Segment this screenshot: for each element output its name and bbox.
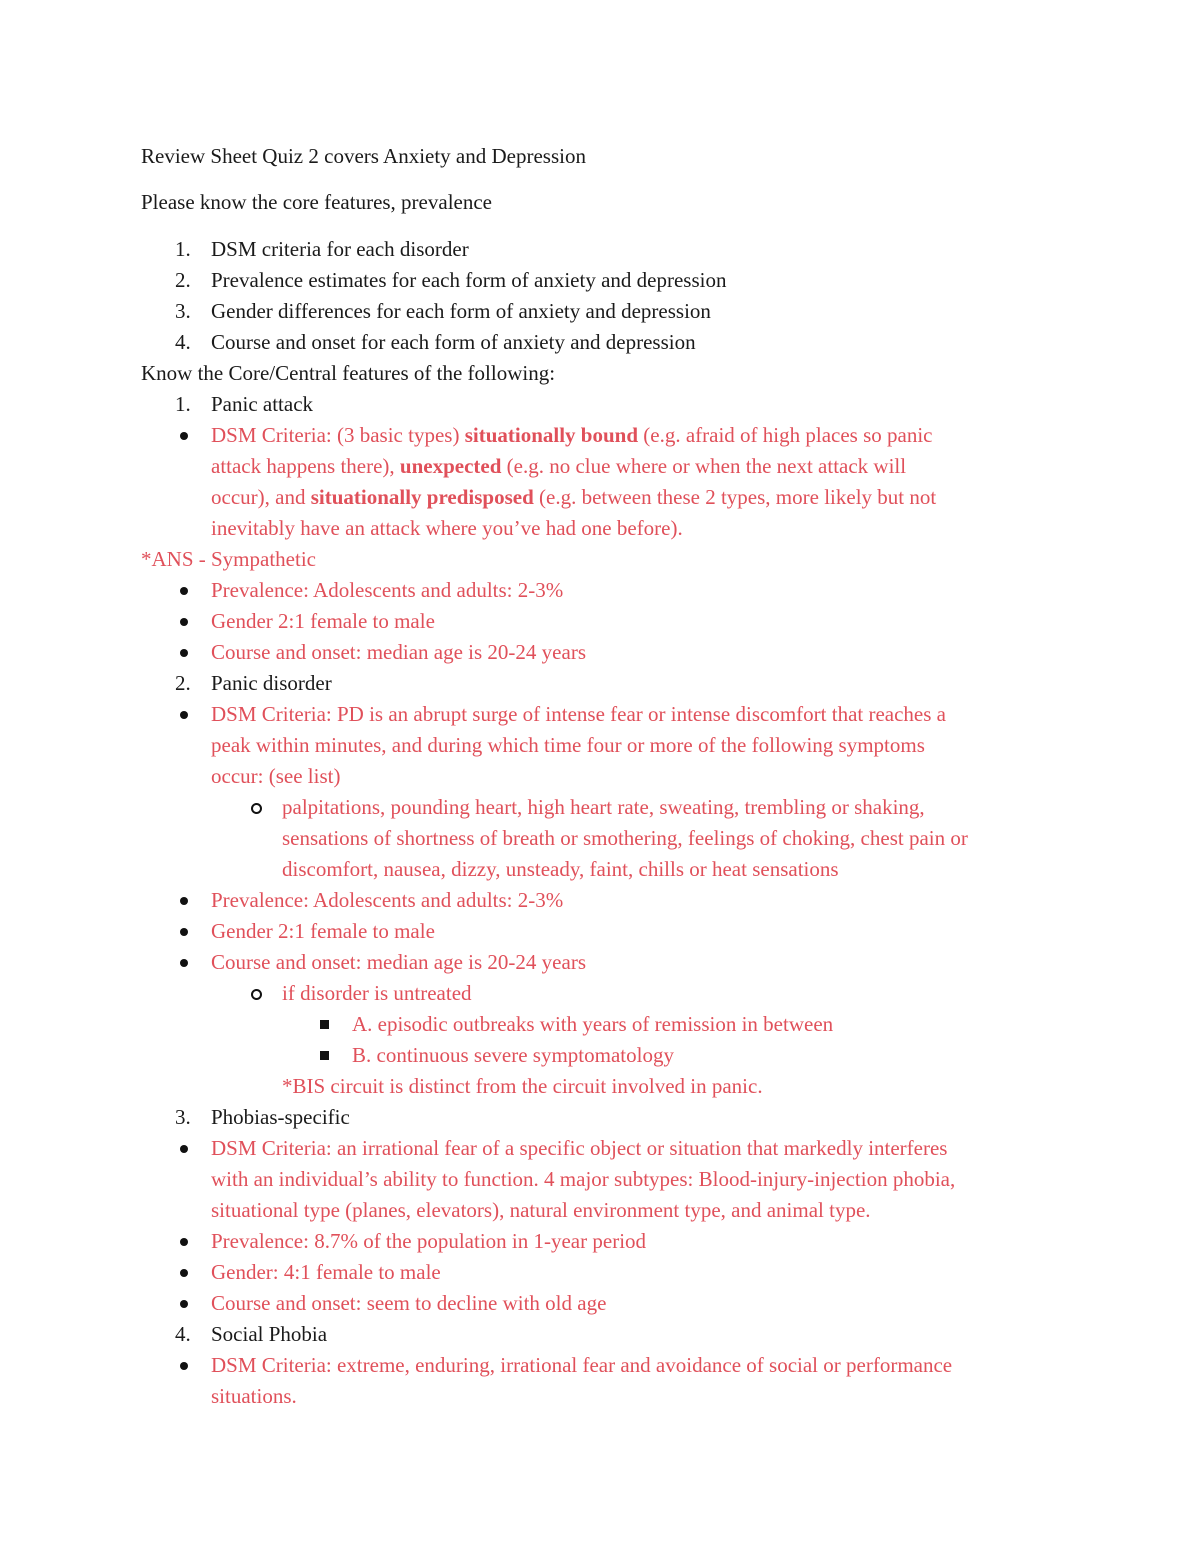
ans-note: *ANS - Sympathetic bbox=[141, 547, 316, 571]
gender-line: Gender 2:1 female to male bbox=[211, 919, 435, 943]
section-number: 4. bbox=[175, 1322, 191, 1346]
bullet-disc-icon bbox=[180, 1145, 188, 1153]
gender-line: Gender: 4:1 female to male bbox=[211, 1260, 441, 1284]
list-item: Course and onset for each form of anxiety and depression bbox=[211, 330, 696, 354]
symptoms-line: discomfort, nausea, dizzy, unsteady, faint, chills or heat sensations bbox=[282, 857, 839, 881]
bullet-disc-icon bbox=[180, 587, 188, 595]
dsm-criteria-line: situational type (planes, elevators), natural environment type, and animal type. bbox=[211, 1198, 871, 1222]
section-title-phobias-specific: Phobias-specific bbox=[211, 1105, 350, 1129]
dsm-criteria-line: DSM Criteria: an irrational fear of a specific object or situation that markedly interferes bbox=[211, 1136, 948, 1160]
list-item: Gender differences for each form of anxiety and depression bbox=[211, 299, 711, 323]
bullet-square-icon bbox=[320, 1051, 329, 1060]
course-line: Course and onset: median age is 20-24 years bbox=[211, 950, 586, 974]
section-number: 2. bbox=[175, 671, 191, 695]
option-b-line: B. continuous severe symptomatology bbox=[352, 1043, 674, 1067]
dsm-criteria-line: inevitably have an attack where you’ve had one before). bbox=[211, 516, 683, 540]
bullet-disc-icon bbox=[180, 1362, 188, 1370]
bullet-circle-icon bbox=[251, 803, 262, 814]
intro-line: Please know the core features, prevalence bbox=[141, 190, 492, 214]
dsm-criteria-line: attack happens there), unexpected (e.g. no clue where or when the next attack will bbox=[211, 454, 907, 478]
list-number: 1. bbox=[175, 237, 191, 261]
bullet-disc-icon bbox=[180, 959, 188, 967]
bullet-disc-icon bbox=[180, 711, 188, 719]
prevalence-line: Prevalence: Adolescents and adults: 2-3% bbox=[211, 578, 564, 602]
section-number: 3. bbox=[175, 1105, 191, 1129]
bullet-disc-icon bbox=[180, 1269, 188, 1277]
bullet-square-icon bbox=[320, 1020, 329, 1029]
bullet-disc-icon bbox=[180, 928, 188, 936]
symptoms-line: sensations of shortness of breath or smothering, feelings of choking, chest pain or bbox=[282, 826, 968, 850]
dsm-criteria-line: DSM Criteria: (3 basic types) situationally bound (e.g. afraid of high places so panic bbox=[211, 423, 933, 447]
untreated-line: if disorder is untreated bbox=[282, 981, 472, 1005]
section-number: 1. bbox=[175, 392, 191, 416]
dsm-criteria-line: peak within minutes, and during which time four or more of the following symptoms bbox=[211, 733, 925, 757]
term-situationally-predisposed: situationally predisposed bbox=[310, 485, 534, 509]
section-title-panic-attack: Panic attack bbox=[211, 392, 314, 416]
bullet-disc-icon bbox=[180, 649, 188, 657]
dsm-criteria-line: situations. bbox=[211, 1384, 297, 1408]
symptoms-line: palpitations, pounding heart, high heart rate, sweating, trembling or shaking, bbox=[282, 795, 925, 819]
section-title-panic-disorder: Panic disorder bbox=[211, 671, 332, 695]
list-number: 2. bbox=[175, 268, 191, 292]
document-title: Review Sheet Quiz 2 covers Anxiety and Depression bbox=[141, 144, 586, 168]
prevalence-line: Prevalence: Adolescents and adults: 2-3% bbox=[211, 888, 564, 912]
prevalence-line: Prevalence: 8.7% of the population in 1-year period bbox=[211, 1229, 647, 1253]
gender-line: Gender 2:1 female to male bbox=[211, 609, 435, 633]
dsm-criteria-line: occur), and situationally predisposed (e.g. between these 2 types, more likely but not bbox=[211, 485, 937, 509]
term-situationally-bound: situationally bound bbox=[464, 423, 639, 447]
section-title-social-phobia: Social Phobia bbox=[211, 1322, 328, 1346]
bullet-disc-icon bbox=[180, 432, 188, 440]
course-line: Course and onset: seem to decline with old age bbox=[211, 1291, 607, 1315]
bullet-disc-icon bbox=[180, 618, 188, 626]
bullet-disc-icon bbox=[180, 897, 188, 905]
bullet-disc-icon bbox=[180, 1238, 188, 1246]
list-item: DSM criteria for each disorder bbox=[211, 237, 469, 261]
option-a-line: A. episodic outbreaks with years of remission in between bbox=[352, 1012, 834, 1036]
term-unexpected: unexpected bbox=[399, 454, 502, 478]
know-core-heading: Know the Core/Central features of the following: bbox=[141, 361, 556, 385]
bullet-disc-icon bbox=[180, 1300, 188, 1308]
dsm-criteria-line: DSM Criteria: PD is an abrupt surge of intense fear or intense discomfort that reaches a bbox=[211, 702, 946, 726]
dsm-criteria-line: DSM Criteria: extreme, enduring, irrational fear and avoidance of social or performance bbox=[211, 1353, 953, 1377]
list-item: Prevalence estimates for each form of anxiety and depression bbox=[211, 268, 727, 292]
bis-note: *BIS circuit is distinct from the circuit involved in panic. bbox=[282, 1074, 763, 1098]
bullet-circle-icon bbox=[251, 989, 262, 1000]
dsm-criteria-line: with an individual’s ability to function. 4 major subtypes: Blood-injury-injection phobia, bbox=[211, 1167, 956, 1191]
list-number: 4. bbox=[175, 330, 191, 354]
dsm-criteria-line: occur: (see list) bbox=[211, 764, 341, 788]
course-line: Course and onset: median age is 20-24 years bbox=[211, 640, 586, 664]
list-number: 3. bbox=[175, 299, 191, 323]
